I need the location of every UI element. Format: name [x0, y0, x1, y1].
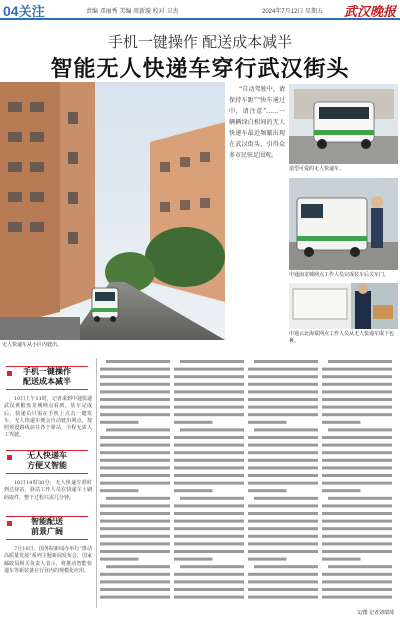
- text-line: [322, 512, 392, 515]
- text-line: [248, 550, 318, 553]
- text-line: [322, 588, 392, 591]
- main-photo-caption: 无人快递车从小区内驶出。: [2, 342, 63, 348]
- text-line: [100, 542, 170, 545]
- text-line: [322, 535, 392, 538]
- photo-cute-vehicle: [289, 84, 398, 164]
- text-line: [174, 398, 244, 401]
- photo-loading: [289, 178, 398, 270]
- text-line: [174, 406, 244, 409]
- text-line: [248, 368, 318, 371]
- text-line: [106, 360, 170, 363]
- text-line: [174, 375, 244, 378]
- text-line: [322, 413, 392, 416]
- text-line: [248, 588, 318, 591]
- text-line: [100, 368, 170, 371]
- text-line: [322, 375, 392, 378]
- text-line: [100, 451, 170, 454]
- text-line: [100, 413, 170, 416]
- text-line: [100, 444, 170, 447]
- text-line: [328, 497, 392, 500]
- text-line: [322, 482, 392, 485]
- text-line: [174, 596, 244, 599]
- text-line: [180, 565, 244, 568]
- text-line: [248, 596, 318, 599]
- street-scene-image: [0, 82, 225, 340]
- text-line: [254, 497, 318, 500]
- text-line: [248, 444, 318, 447]
- text-line: [254, 565, 318, 568]
- package-image: [289, 283, 398, 329]
- page-number: 04: [3, 3, 19, 19]
- text-line: [328, 428, 392, 431]
- text-line: [174, 550, 244, 553]
- text-line: [174, 368, 244, 371]
- text-line: [174, 421, 213, 424]
- text-line: [322, 489, 361, 492]
- text-line: [248, 504, 318, 507]
- sidebar-text-3: 7月10日，国务院新闻办举行“推动高质量发展”系列主题新闻发布会，国家邮政局相关负责人表示，将推动智能快递车等新装备在行业内的规模化应用。: [4, 546, 92, 574]
- sidebar-text-2: 10日14时30分，无人快递车准时到达驿站，驿站工作人员在快递车上刷码取件，整个过程只需几分钟。: [4, 480, 92, 501]
- text-line: [322, 573, 392, 576]
- text-line: [100, 489, 139, 492]
- text-line: [100, 520, 170, 523]
- text-line: [100, 474, 170, 477]
- text-line: [100, 459, 170, 462]
- text-line: [322, 398, 392, 401]
- text-line: [328, 565, 392, 568]
- photo-package: [289, 283, 398, 329]
- text-line: [322, 474, 392, 477]
- intro-paragraph: “自动驾驶中，请保持车距”“快车通过中，请注意”……一辆辆绿白相间的无人快递车最近频繁出现在武汉街头，引得众多市民驻足围观。: [229, 86, 285, 159]
- article-headline: 智能无人快递车穿行武汉街头: [50, 56, 350, 81]
- sidebar-title-2: 无人快递车 方便又智能: [6, 450, 88, 474]
- sidebar-divider: [96, 358, 97, 608]
- text-line: [174, 451, 244, 454]
- text-line: [106, 428, 170, 431]
- text-line: [248, 383, 318, 386]
- text-line: [248, 398, 318, 401]
- photo1-caption: 造型可爱的无人快递车。: [289, 166, 345, 172]
- text-line: [322, 504, 392, 507]
- text-line: [100, 596, 170, 599]
- vehicle-image: [289, 84, 398, 164]
- text-line: [322, 596, 392, 599]
- text-line: [248, 520, 318, 523]
- text-line: [248, 527, 318, 530]
- text-line: [100, 421, 139, 424]
- text-line: [248, 459, 318, 462]
- text-line: [248, 466, 318, 469]
- loading-image: [289, 178, 398, 270]
- body-text-columns: [100, 358, 396, 608]
- text-line: [106, 565, 170, 568]
- text-line: [100, 482, 170, 485]
- text-line: [328, 360, 392, 363]
- photo2-caption: 中通南龙城网点工作人员完成装车后关车门。: [289, 272, 390, 278]
- text-line: [100, 390, 170, 393]
- editor-credits: 责编 邓丽秀 美编 周新璇 校对 卫杰: [86, 9, 179, 15]
- text-line: [254, 428, 318, 431]
- text-line: [100, 535, 170, 538]
- text-line: [248, 421, 287, 424]
- text-line: [322, 421, 361, 424]
- text-line: [174, 474, 244, 477]
- section-marker-icon: [7, 521, 12, 526]
- text-line: [322, 550, 392, 553]
- text-line: [174, 527, 244, 530]
- text-line: [322, 436, 392, 439]
- text-line: [174, 436, 244, 439]
- text-line: [322, 520, 392, 523]
- text-line: [322, 459, 392, 462]
- article-deck: 手机一键操作 配送成本减半: [107, 34, 293, 51]
- sidebar-title-3: 智能配送 前景广阔: [6, 516, 88, 540]
- text-line: [322, 542, 392, 545]
- sidebar-text-1: 10日上午11时，记者来到中通快递武汉黄陂盘龙城网点看到，装车完成后，快递员只需在手机上点击一键发车，无人快递车便会自动驶出网点，按照预设路线前往各个驿站，全程无需人工驾驶。: [4, 396, 92, 439]
- page-header: [0, 0, 400, 20]
- text-line: [248, 580, 318, 583]
- text-line: [180, 497, 244, 500]
- text-line: [100, 406, 170, 409]
- text-line: [174, 466, 244, 469]
- text-line: [100, 550, 170, 553]
- text-line: [174, 383, 244, 386]
- text-line: [100, 580, 170, 583]
- text-line: [322, 451, 392, 454]
- text-line: [322, 580, 392, 583]
- intro-column: [229, 84, 285, 304]
- text-line: [100, 573, 170, 576]
- text-line: [248, 482, 318, 485]
- section-name: 关注: [18, 4, 45, 19]
- text-line: [174, 512, 244, 515]
- text-line: [248, 535, 318, 538]
- text-line: [322, 368, 392, 371]
- text-line: [174, 535, 244, 538]
- text-line: [322, 466, 392, 469]
- text-line: [248, 451, 318, 454]
- photo3-caption: 中通云北海棠网点工作人员从无人快递车取下包裹。: [289, 331, 395, 344]
- text-line: [174, 390, 244, 393]
- text-line: [100, 398, 170, 401]
- text-line: [248, 573, 318, 576]
- article-credit: 文/图 记者刘瑞琦: [356, 610, 394, 616]
- text-line: [174, 542, 244, 545]
- newspaper-logo: 武汉晚报: [343, 5, 396, 20]
- text-line: [322, 558, 361, 561]
- text-line: [254, 360, 318, 363]
- text-line: [174, 459, 244, 462]
- text-line: [322, 383, 392, 386]
- text-line: [174, 580, 244, 583]
- text-line: [180, 428, 244, 431]
- sidebar-title-1: 手机一键操作 配送成本减半: [6, 366, 88, 390]
- text-line: [248, 474, 318, 477]
- main-photo: [0, 82, 225, 340]
- text-line: [100, 504, 170, 507]
- text-line: [180, 360, 244, 363]
- text-line: [174, 588, 244, 591]
- text-line: [248, 542, 318, 545]
- section-marker-icon: [7, 455, 12, 460]
- text-line: [322, 527, 392, 530]
- text-line: [248, 489, 287, 492]
- text-line: [100, 466, 170, 469]
- text-line: [100, 436, 170, 439]
- text-line: [100, 375, 170, 378]
- text-line: [174, 444, 244, 447]
- text-line: [248, 406, 318, 409]
- publication-date: 2024年7月12日 星期五: [262, 9, 324, 15]
- section-marker-icon: [7, 371, 12, 376]
- text-line: [100, 512, 170, 515]
- text-line: [248, 390, 318, 393]
- text-line: [174, 489, 213, 492]
- text-line: [174, 520, 244, 523]
- text-line: [174, 573, 244, 576]
- text-line: [174, 558, 213, 561]
- text-line: [100, 588, 170, 591]
- text-line: [100, 558, 139, 561]
- text-line: [248, 436, 318, 439]
- text-line: [174, 482, 244, 485]
- text-line: [248, 413, 318, 416]
- text-line: [248, 375, 318, 378]
- text-line: [106, 497, 170, 500]
- text-line: [322, 390, 392, 393]
- text-line: [248, 558, 287, 561]
- text-line: [322, 444, 392, 447]
- text-line: [100, 527, 170, 530]
- text-line: [174, 504, 244, 507]
- text-line: [174, 413, 244, 416]
- text-line: [322, 406, 392, 409]
- text-line: [248, 512, 318, 515]
- text-line: [100, 383, 170, 386]
